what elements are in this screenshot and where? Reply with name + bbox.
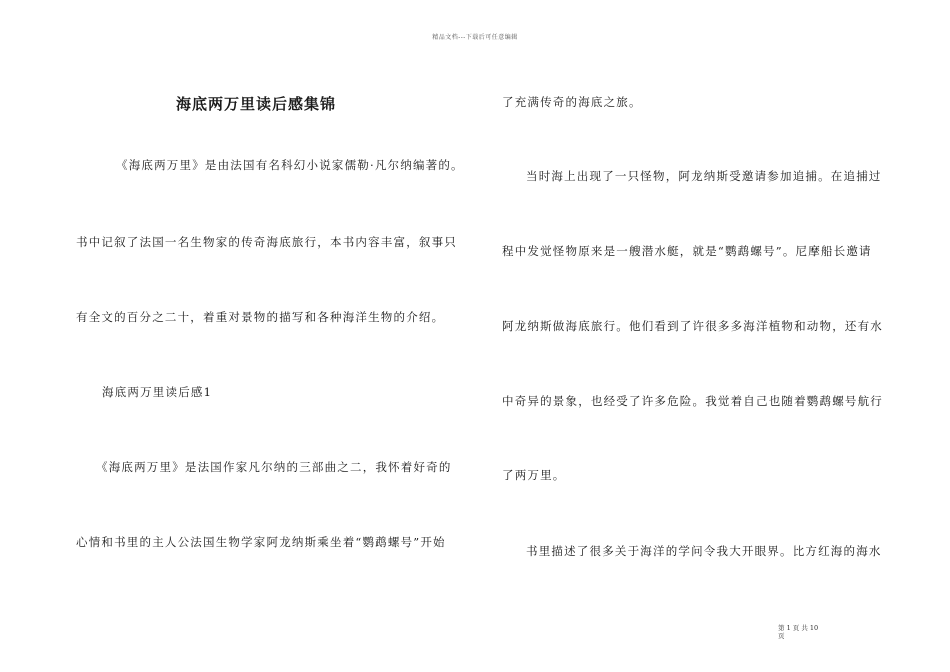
document-header-note: 精品文档---下载后可任意编辑 xyxy=(432,34,518,41)
paragraph-line: 《海底两万里》是法国作家凡尔纳的三部曲之二，我怀着好奇的 xyxy=(96,460,452,474)
paragraph-line: 当时海上出现了一只怪物，阿龙纳斯受邀请参加追捕。在追捕过 xyxy=(526,169,882,183)
paragraph-line: 心情和书里的主人公法国生物学家阿龙纳斯乘坐着“鹦鹉螺号”开始 xyxy=(76,535,446,549)
page-number-line: 第 1 页 共 10 xyxy=(778,624,819,632)
paragraph-line: 书中记叙了法国一名生物家的传奇海底旅行，本书内容丰富，叙事只 xyxy=(76,235,457,249)
paragraph-line: 了充满传奇的海底之旅。 xyxy=(502,95,642,109)
document-title: 海底两万里读后感集锦 xyxy=(176,95,337,113)
paragraph-line: 中奇异的景象，也经受了许多危险。我觉着自己也随着鹦鹉螺号航行 xyxy=(502,394,883,408)
paragraph-line: 阿龙纳斯做海底旅行。他们看到了许很多多海洋植物和动物，还有水 xyxy=(502,319,883,333)
page-number-line: 页 xyxy=(778,632,785,640)
paragraph-line: 程中发觉怪物原来是一艘潜水艇，就是“鹦鹉螺号”。尼摩船长邀请 xyxy=(502,244,872,258)
paragraph-line: 了两万里。 xyxy=(502,468,566,482)
paragraph-line: 书里描述了很多关于海洋的学问令我大开眼界。比方红海的海水 xyxy=(526,544,882,558)
section-heading: 海底两万里读后感1 xyxy=(102,385,213,399)
page-number-footer xyxy=(778,624,838,640)
paragraph-line: 有全文的百分之二十，着重对景物的描写和各种海洋生物的介绍。 xyxy=(76,310,445,324)
paragraph-line: 《海底两万里》是由法国有名科幻小说家儒勒·凡尔纳编著的。 xyxy=(116,158,464,172)
